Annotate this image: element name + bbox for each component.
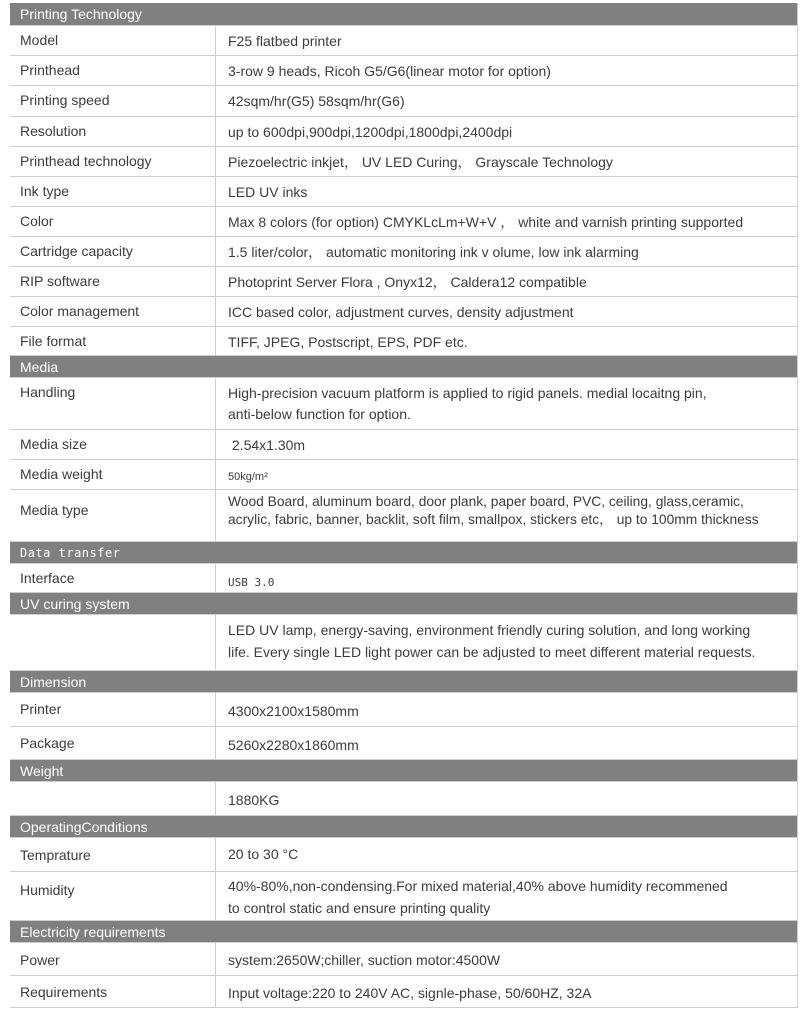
spec-value: F25 flatbed printer: [228, 33, 342, 49]
spec-label: Media weight: [10, 460, 216, 489]
spec-label: Cartridge capacity: [10, 237, 216, 266]
spec-row-printhead: [10, 56, 797, 86]
spec-label: Media size: [10, 430, 216, 459]
spec-row-media-weight: [10, 460, 797, 490]
spec-label: [10, 782, 216, 815]
spec-value: system:2650W;chiller, suction motor:4500W: [228, 952, 501, 968]
spec-value: [216, 872, 797, 920]
value-line: LED UV lamp, energy-saving, environment friendly curing solution, and long working: [228, 622, 751, 638]
spec-label: [10, 615, 216, 670]
spec-row-rip-software: [10, 267, 797, 297]
spec-label: Color management: [10, 297, 216, 326]
spec-label: Model: [10, 26, 216, 55]
spec-label: Printhead: [10, 56, 216, 85]
spec-value: up to 600dpi,900dpi,1200dpi,1800dpi,2400dpi: [228, 124, 513, 140]
spec-value: 4300x2100x1580mm: [228, 703, 359, 719]
spec-label: Humidity: [10, 872, 216, 920]
spec-value: ICC based color, adjustment curves, density adjustment: [228, 304, 574, 320]
spec-value: [216, 490, 797, 541]
spec-label: Printhead technology: [10, 147, 216, 176]
spec-value: 1.5 liter/color， automatic monitoring ink v olume, low ink alarming: [228, 244, 639, 260]
section-header-uv-curing: UV curing system: [10, 593, 797, 615]
spec-row-requirements: [10, 976, 797, 1008]
spec-value: 42sqm/hr(G5) 58sqm/hr(G6): [228, 93, 405, 109]
spec-label: Color: [10, 207, 216, 236]
spec-row-printer: [10, 693, 797, 727]
spec-row-color-management: [10, 297, 797, 327]
spec-value: USB 3.0: [228, 576, 275, 589]
spec-value: 5260x2280x1860mm: [228, 737, 359, 753]
spec-row-resolution: [10, 117, 797, 147]
spec-row-model: [10, 26, 797, 56]
value-line: Wood Board, aluminum board, door plank, paper board, PVC, ceiling, glass,ceramic,: [228, 494, 744, 509]
spec-value: 20 to 30 °C: [228, 846, 299, 862]
spec-row-power: [10, 943, 797, 976]
spec-row-cartridge: [10, 237, 797, 267]
spec-label: Printing speed: [10, 86, 216, 116]
value-line: acrylic, fabric, banner, backlit, soft film, smallpox, stickers etc， up to 100mm thickness: [228, 512, 759, 527]
value-line: High-precision vacuum platform is applied to rigid panels. medial locaitng pin,: [228, 385, 707, 401]
spec-row-weight: [10, 782, 797, 816]
value-line: anti-below function for option.: [228, 406, 411, 422]
section-header-printing: Printing Technology: [10, 3, 797, 26]
spec-row-printhead-technology: [10, 147, 797, 177]
spec-label: Printer: [10, 693, 216, 726]
section-header-weight: Weight: [10, 760, 797, 782]
spec-row-interface: [10, 564, 797, 593]
spec-value: 50kg/m²: [228, 471, 268, 483]
spec-table: [10, 3, 798, 1008]
spec-value: Input voltage:220 to 240V AC, signle-phase, 50/60HZ, 32A: [228, 985, 592, 1001]
spec-row-media-size: [10, 430, 797, 460]
spec-row-humidity: [10, 872, 797, 921]
section-header-dimension: Dimension: [10, 671, 797, 693]
spec-value: [216, 615, 797, 670]
spec-label: Package: [10, 727, 216, 759]
spec-label: Media type: [10, 490, 216, 541]
spec-value: 1880KG: [228, 792, 280, 808]
spec-label: Handling: [10, 378, 216, 429]
spec-label: File format: [10, 327, 216, 355]
section-header-data-transfer: Data transfer: [10, 542, 797, 564]
spec-row-file-format: [10, 327, 797, 356]
spec-row-temperature: [10, 838, 797, 872]
section-header-operating: OperatingConditions: [10, 816, 797, 838]
value-line: to control static and ensure printing quality: [228, 900, 491, 916]
spec-row-color: [10, 207, 797, 237]
spec-label: Requirements: [10, 976, 216, 1007]
spec-row-handling: [10, 378, 797, 430]
spec-label: Resolution: [10, 117, 216, 146]
spec-label: Ink type: [10, 177, 216, 206]
spec-row-speed: [10, 86, 797, 117]
spec-row-package: [10, 727, 797, 760]
spec-value: Max 8 colors (for option) CMYKLcLm+W+V ， white and varnish printing supported: [228, 214, 744, 230]
spec-label: Temprature: [10, 838, 216, 871]
spec-value: TIFF, JPEG, Postscript, EPS, PDF etc.: [228, 334, 468, 350]
spec-value: 3-row 9 heads, Ricoh G5/G6(linear motor for option): [228, 63, 551, 79]
spec-row-ink-type: [10, 177, 797, 207]
spec-label: Interface: [10, 564, 216, 592]
spec-value: LED UV inks: [228, 184, 308, 200]
spec-value: Piezoelectric inkjet， UV LED Curing， Grayscale Technology: [228, 154, 613, 170]
spec-label: Power: [10, 943, 216, 975]
value-line: 40%-80%,non-condensing.For mixed material,40% above humidity recommened: [228, 878, 728, 894]
spec-value: Photoprint Server Flora , Onyx12， Caldera12 compatible: [228, 274, 587, 290]
spec-value: 2.54x1.30m: [228, 437, 306, 453]
section-header-media: Media: [10, 356, 797, 378]
spec-row-media-type: [10, 490, 797, 542]
spec-label: RIP software: [10, 267, 216, 296]
spec-value: [216, 378, 797, 429]
value-line: life. Every single LED light power can be adjusted to meet different material requests.: [228, 644, 756, 660]
section-header-electricity: Electricity requirements: [10, 921, 797, 943]
spec-row-uv-description: [10, 615, 797, 671]
